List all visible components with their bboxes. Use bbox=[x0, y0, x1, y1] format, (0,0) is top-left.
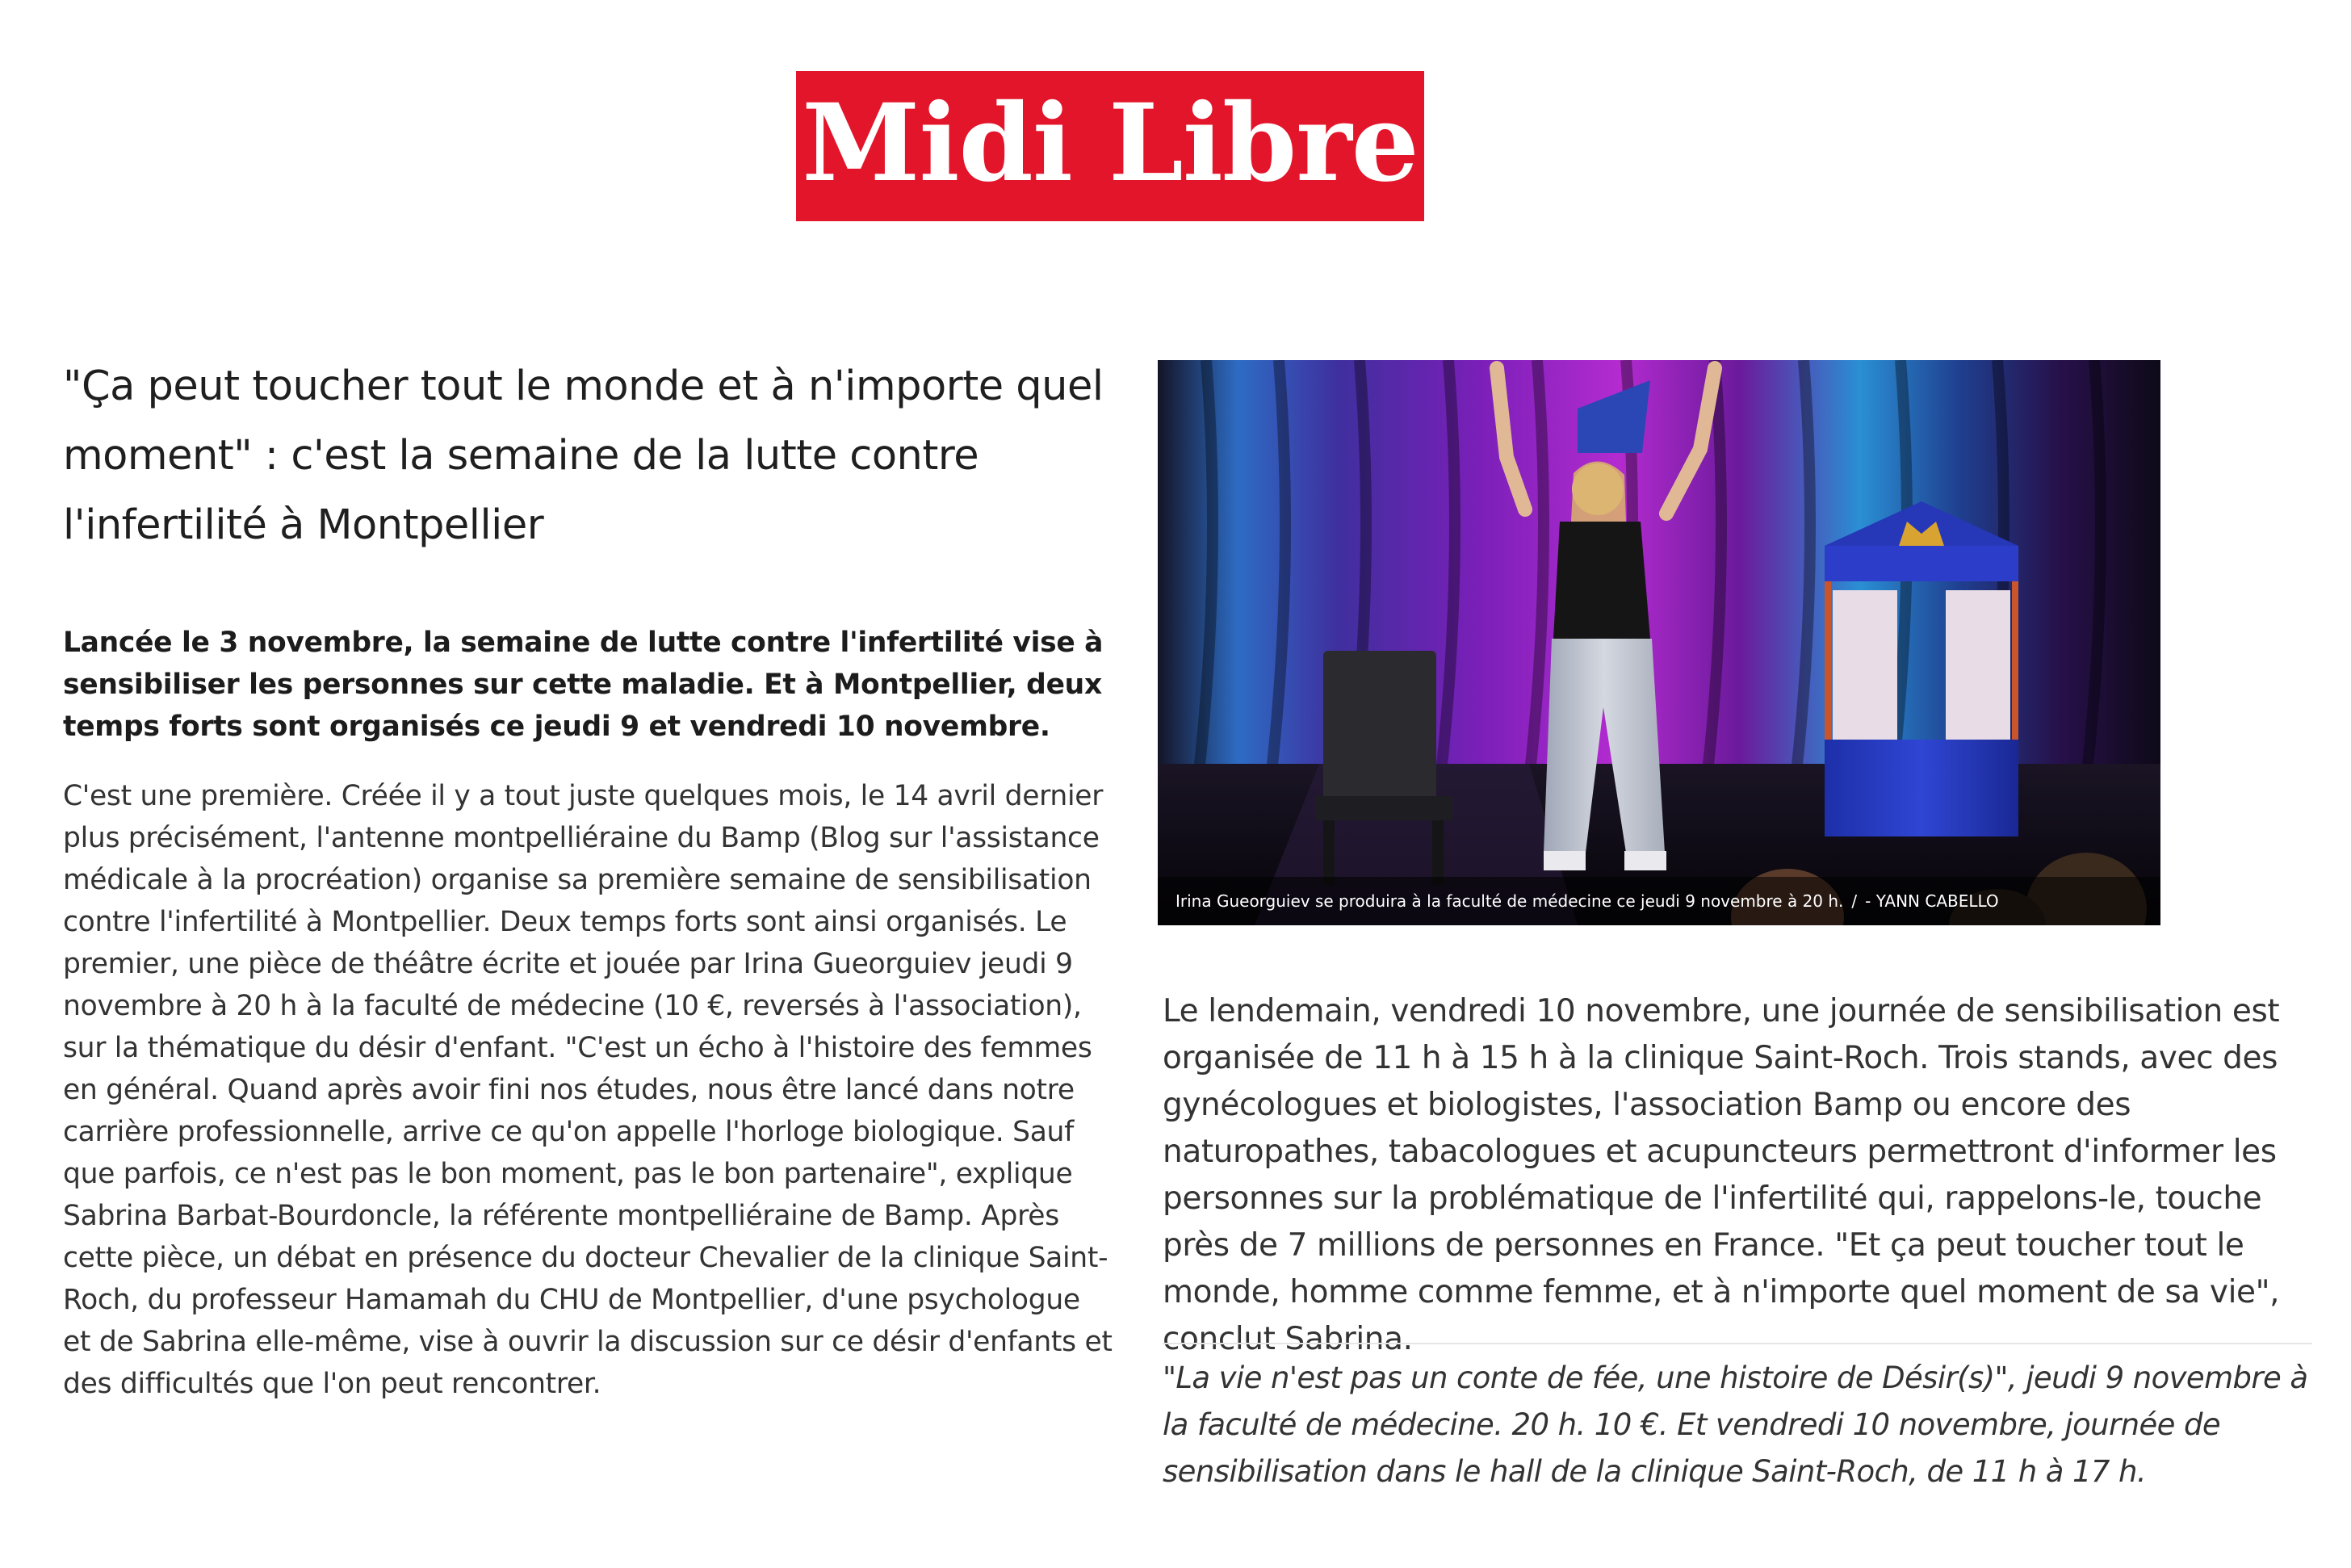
article-body-right: Le lendemain, vendredi 10 novembre, une journée de sensibilisation est organisée de 11 h à 15 h à la clinique Saint-Roch. Trois stands, avec des gynécologues et biologistes, l'association Bamp ou encore des naturopathes, tabacologues et acupuncteurs permettront d'informer les personnes sur la problématique de l'infertilité qui, rappelons-le, touche près de 7 millions de personnes en France. "Et ça peut toucher tout le monde, homme comme femme, et à n'importe quel moment de sa vie", conclut Sabrina. bbox=[1163, 993, 2280, 1357]
caption-separator: / bbox=[1851, 891, 1858, 911]
section-divider bbox=[1163, 1343, 2312, 1344]
event-info: "La vie n'est pas un conte de fée, une histoire de Désir(s)", jeudi 9 novembre à la faculté de médecine. 20 h. 10 €. Et vendredi 10 novembre, journée de sensibilisation dans le hall de la clinique Saint-Roch, de 11 h à 17 h. bbox=[1163, 1360, 2308, 1489]
article-lead: Lancée le 3 novembre, la semaine de lutte contre l'infertilité vise à sensibiliser les personnes sur cette maladie. Et à Montpellier, deux temps forts sont organisés ce jeudi 9 et vendredi 10 novembre. bbox=[63, 627, 1104, 743]
article-photo bbox=[1158, 360, 2160, 925]
article-body-left: C'est une première. Créée il y a tout juste quelques mois, le 14 avril dernier plus précisément, l'antenne montpelliéraine du Bamp (Blog sur l'assistance médicale à la procréation) organise sa première semaine de sensibilisation contre l'infertilité à Montpellier. Deux temps forts sont ainsi organisés. Le premier, une pièce de théâtre écrite et jouée par Irina Gueorguiev jeudi 9 novembre à 20 h à la faculté de médecine (10 €, reversés à l'association), sur la thématique du désir d'enfant. "C'est un écho à l'histoire des femmes en général. Quand après avoir fini nos études, nous être lancé dans notre carrière professionnelle, arrive ce qu'on appelle l'horloge biologique. Sauf que parfois, ce n'est pas le bon moment, pas le bon partenaire", explique Sabrina Barbat-Bourdoncle, la référente montpelliéraine de Bamp. Après cette pièce, un débat en présence du docteur Chevalier de la clinique Saint-Roch, du professeur Hamamah du CHU de Montpellier, d'une psychologue et de Sabrina elle-même, vise à ouvrir la discussion sur ce désir d'enfants et des difficultés que l'on peut rencontrer. bbox=[63, 780, 1113, 1400]
stage-photo-illustration bbox=[1158, 360, 2160, 925]
masthead-logo bbox=[796, 71, 1424, 221]
logo-text: Midi Libre bbox=[802, 81, 1419, 206]
photo-caption bbox=[1158, 877, 2160, 925]
article-headline: "Ça peut toucher tout le monde et à n'importe quel moment" : c'est la semaine de la lutte contre l'infertilité à Montpellier bbox=[63, 363, 1104, 549]
photo-credit: - YANN CABELLO bbox=[1865, 891, 1999, 911]
caption-text: Irina Gueorguiev se produira à la faculté de médecine ce jeudi 9 novembre à 20 h. bbox=[1176, 891, 1844, 911]
